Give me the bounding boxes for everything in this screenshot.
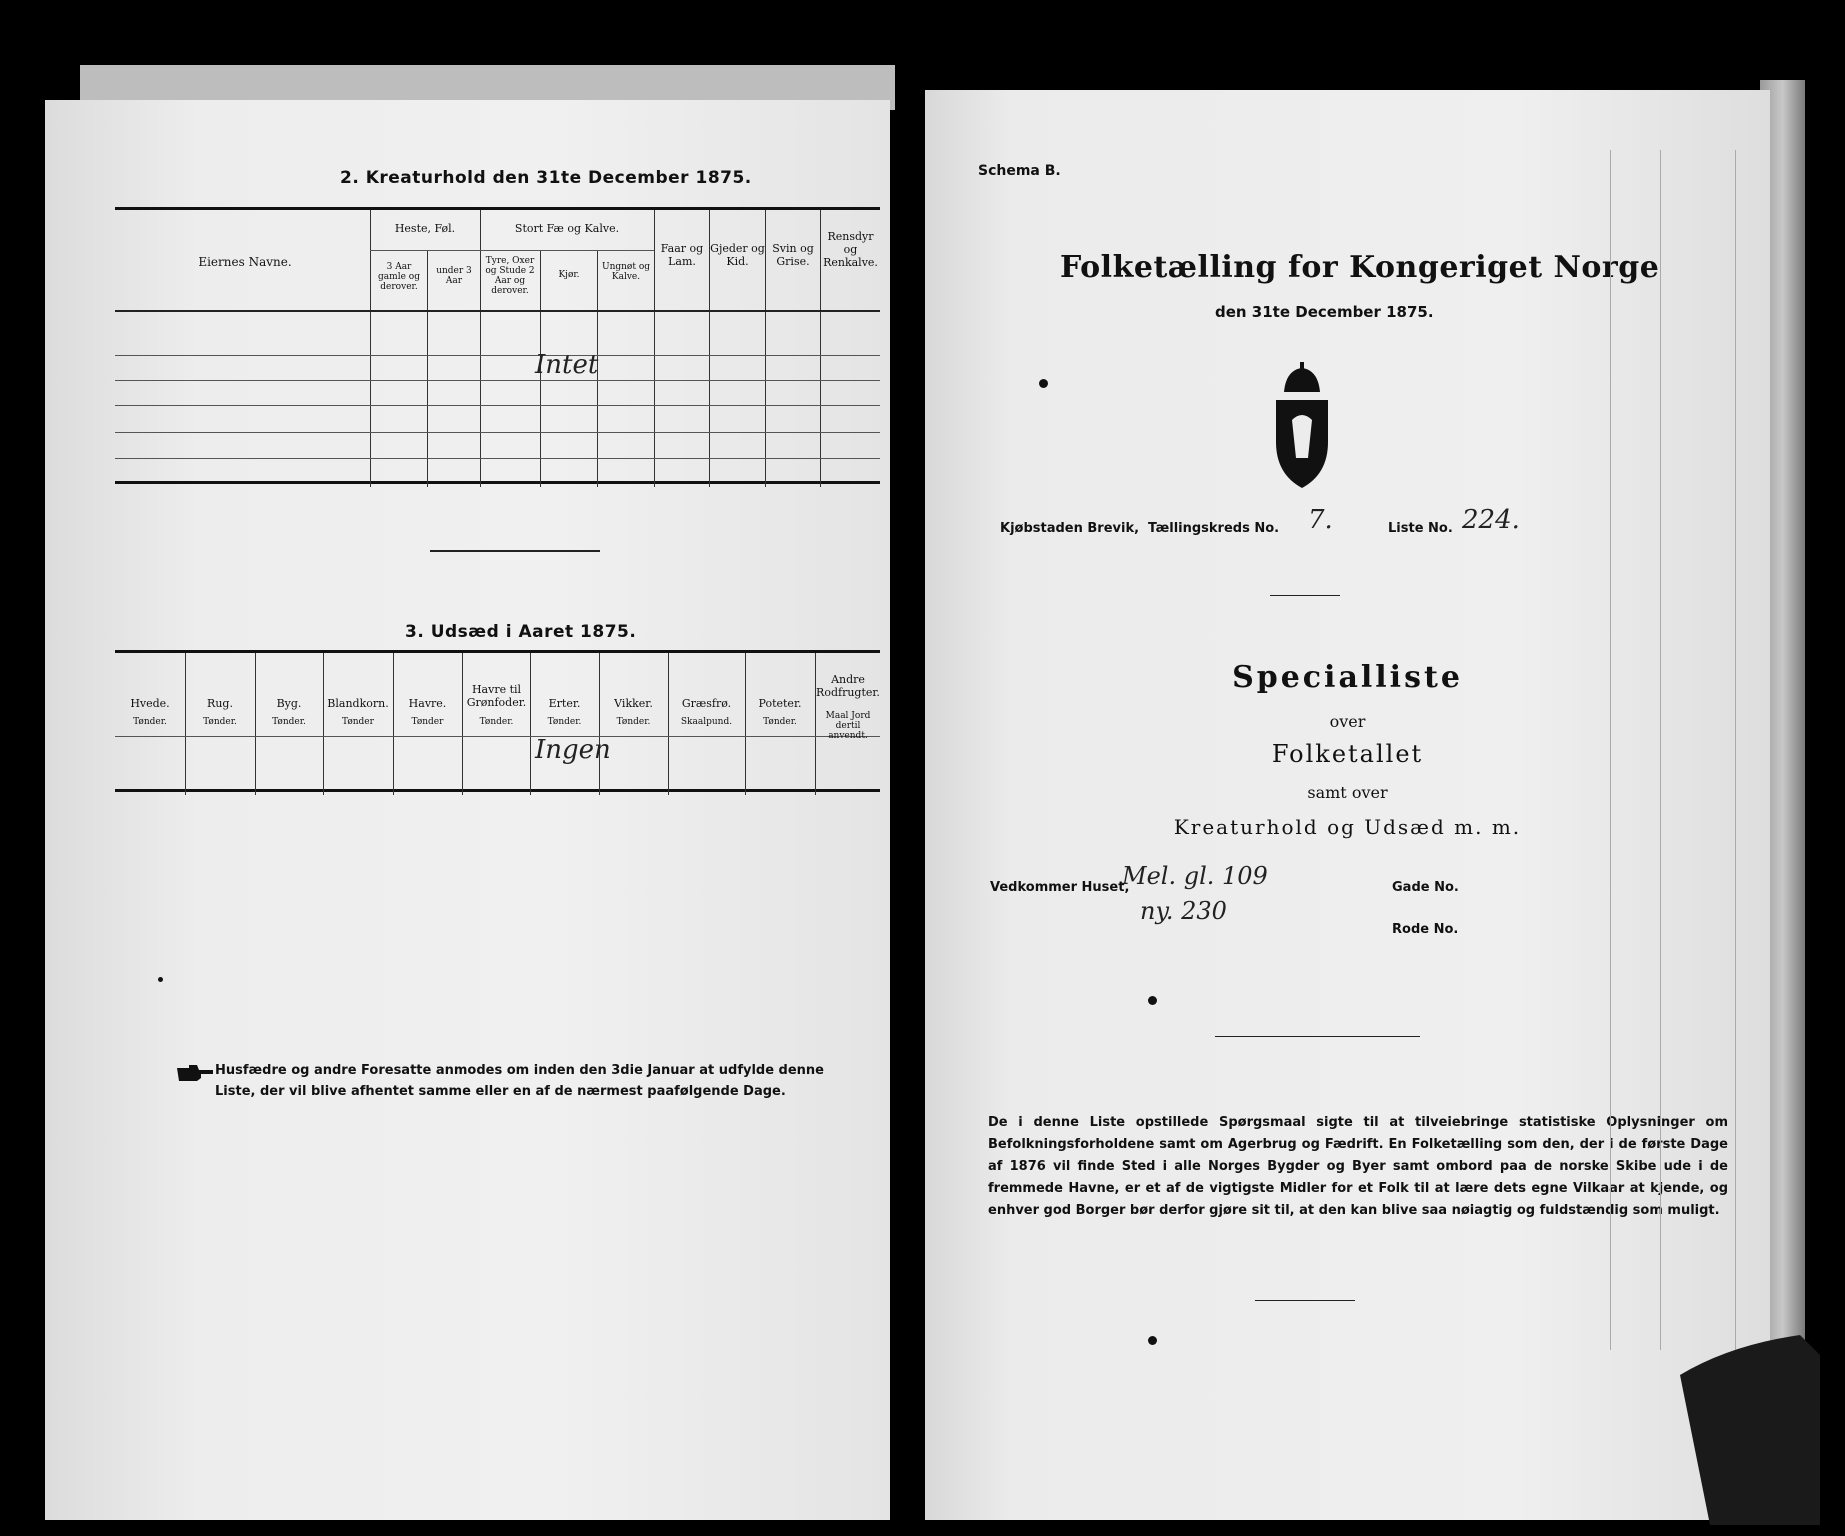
seed-col-4-name: Blandkorn. xyxy=(327,697,389,710)
folketallet-text: Folketallet xyxy=(1271,740,1424,768)
ink-dot xyxy=(1039,379,1048,388)
margin-line xyxy=(1660,150,1661,1350)
divider-rule xyxy=(1215,1036,1420,1037)
seed-col-4-unit: Tønder xyxy=(342,717,374,727)
kreds-number: 7. xyxy=(1308,505,1333,535)
liste-number: 224. xyxy=(1462,505,1520,535)
seed-col-6-name: Havre til Grønfoder. xyxy=(466,683,527,709)
pointing-hand-icon xyxy=(175,1062,215,1084)
col-cattle-bulls-header: Tyre, Oxer og Stude 2 Aar og derover. xyxy=(485,256,535,296)
over-text: over xyxy=(1329,712,1366,731)
schema-label: Schema B. xyxy=(978,163,1061,179)
col-horses-header: Heste, Føl. xyxy=(394,222,456,235)
footer-paragraph: De i denne Liste opstillede Spørgsmaal sigte til at tilveiebringe statistiske Oplysninger om Befolkningsforholdene samt om Agerbrug og Fædrift. En Folketælling som den, der i de første Dage af 1876 vil finde Sted i alle Norges Bygder og Byer samt ombord paa de norske Skibe ude i de fremmede Havne, er et af de vigtigste Midler for et Folk til at lære dets egne Vilkaar at kjende, og enhver god Borger bør derfor gjøre sit til, at den kan blive saa nøiagtig og fuldstændig som muligt. xyxy=(988,1115,1728,1218)
col-reindeer-header: Rensdyr og Renkalve. xyxy=(823,230,878,269)
seed-col-6-unit: Tønder. xyxy=(479,717,514,727)
page-title: Folketælling for Kongeriget Norge xyxy=(1060,250,1660,285)
seed-col-1-unit: Tønder. xyxy=(133,717,167,727)
animals-table xyxy=(115,207,880,484)
seed-col-1-name: Hvede. xyxy=(130,697,170,710)
col-goats-header: Gjeder og Kid. xyxy=(710,242,765,268)
col-cattle-young-header: Ungnøt og Kalve. xyxy=(601,262,650,282)
seed-col-10-name: Poteter. xyxy=(758,697,802,710)
ink-dot xyxy=(1148,996,1157,1005)
col-pigs-header: Svin og Grise. xyxy=(772,242,814,268)
seed-col-11-unit: Maal Jord dertil anvendt. xyxy=(825,711,871,741)
col-sheep-header: Faar og Lam. xyxy=(660,242,704,268)
seed-col-10-unit: Tønder. xyxy=(763,717,797,727)
seed-col-5-name: Havre. xyxy=(408,697,447,710)
handwritten-seed-entry: Ingen xyxy=(535,735,611,765)
notice-text: Husfædre og andre Foresatte anmodes om inden den 3die Januar at udfylde denne Liste, der vil blive afhentet samme eller en af de nærmest paafølgende Dage. xyxy=(215,1063,825,1099)
seed-table xyxy=(115,650,880,792)
seed-col-9-unit: Skaalpund. xyxy=(680,717,733,727)
specialliste-heading: Specialliste xyxy=(1232,660,1463,695)
seed-col-11-name: Andre Rodfrugter. xyxy=(816,673,880,699)
liste-label: Liste No. xyxy=(1388,521,1453,536)
col-cattle-header: Stort Fæ og Kalve. xyxy=(514,222,620,235)
gade-label: Gade No. xyxy=(1392,880,1459,895)
seed-col-3-unit: Tønder. xyxy=(272,717,306,727)
title-date: den 31te December 1875. xyxy=(1215,303,1434,321)
huset-handwritten-1: Mel. gl. 109 xyxy=(1122,862,1268,890)
col-horses-3plus-header: 3 Aar gamle og derover. xyxy=(378,262,420,292)
col-horses-under3-header: under 3 Aar xyxy=(436,266,472,286)
divider-rule xyxy=(430,550,600,552)
seed-col-7-unit: Tønder. xyxy=(547,717,582,727)
ink-dot xyxy=(1148,1336,1157,1345)
seed-col-8-name: Vikker. xyxy=(614,697,653,710)
seed-col-8-unit: Tønder. xyxy=(616,717,651,727)
margin-line xyxy=(1735,150,1736,1350)
rode-label: Rode No. xyxy=(1392,922,1459,937)
huset-handwritten-2: ny. 230 xyxy=(1140,897,1227,925)
divider-rule xyxy=(1255,1300,1355,1301)
coat-of-arms-icon xyxy=(1262,362,1342,492)
seed-col-3-name: Byg. xyxy=(276,697,302,710)
vedkommer-label: Vedkommer Huset, xyxy=(990,880,1130,895)
seed-col-2-unit: Tønder. xyxy=(203,717,237,727)
seed-col-2-name: Rug. xyxy=(207,697,233,710)
col-owner-header: Eiernes Navne. xyxy=(198,255,292,269)
samt-over-text: samt over xyxy=(1307,783,1388,802)
seed-col-5-unit: Tønder xyxy=(411,717,444,727)
seed-col-7-name: Erter. xyxy=(548,697,581,710)
kreaturhold-text: Kreaturhold og Udsæd m. m. xyxy=(1173,815,1522,839)
handwritten-animals-entry: Intet xyxy=(535,350,599,380)
section3-heading: 3. Udsæd i Aaret 1875. xyxy=(405,622,637,642)
ink-dot xyxy=(158,977,163,982)
col-cattle-cows-header: Kjør. xyxy=(558,270,580,280)
kjobstad-label: Kjøbstaden Brevik, xyxy=(1000,521,1140,536)
kreds-label: Tællingskreds No. xyxy=(1148,521,1280,536)
page-curl xyxy=(1650,1335,1830,1525)
divider-rule xyxy=(1270,595,1340,596)
margin-line xyxy=(1610,150,1611,1350)
seed-col-9-name: Græsfrø. xyxy=(681,697,732,710)
section2-heading: 2. Kreaturhold den 31te December 1875. xyxy=(340,168,752,188)
